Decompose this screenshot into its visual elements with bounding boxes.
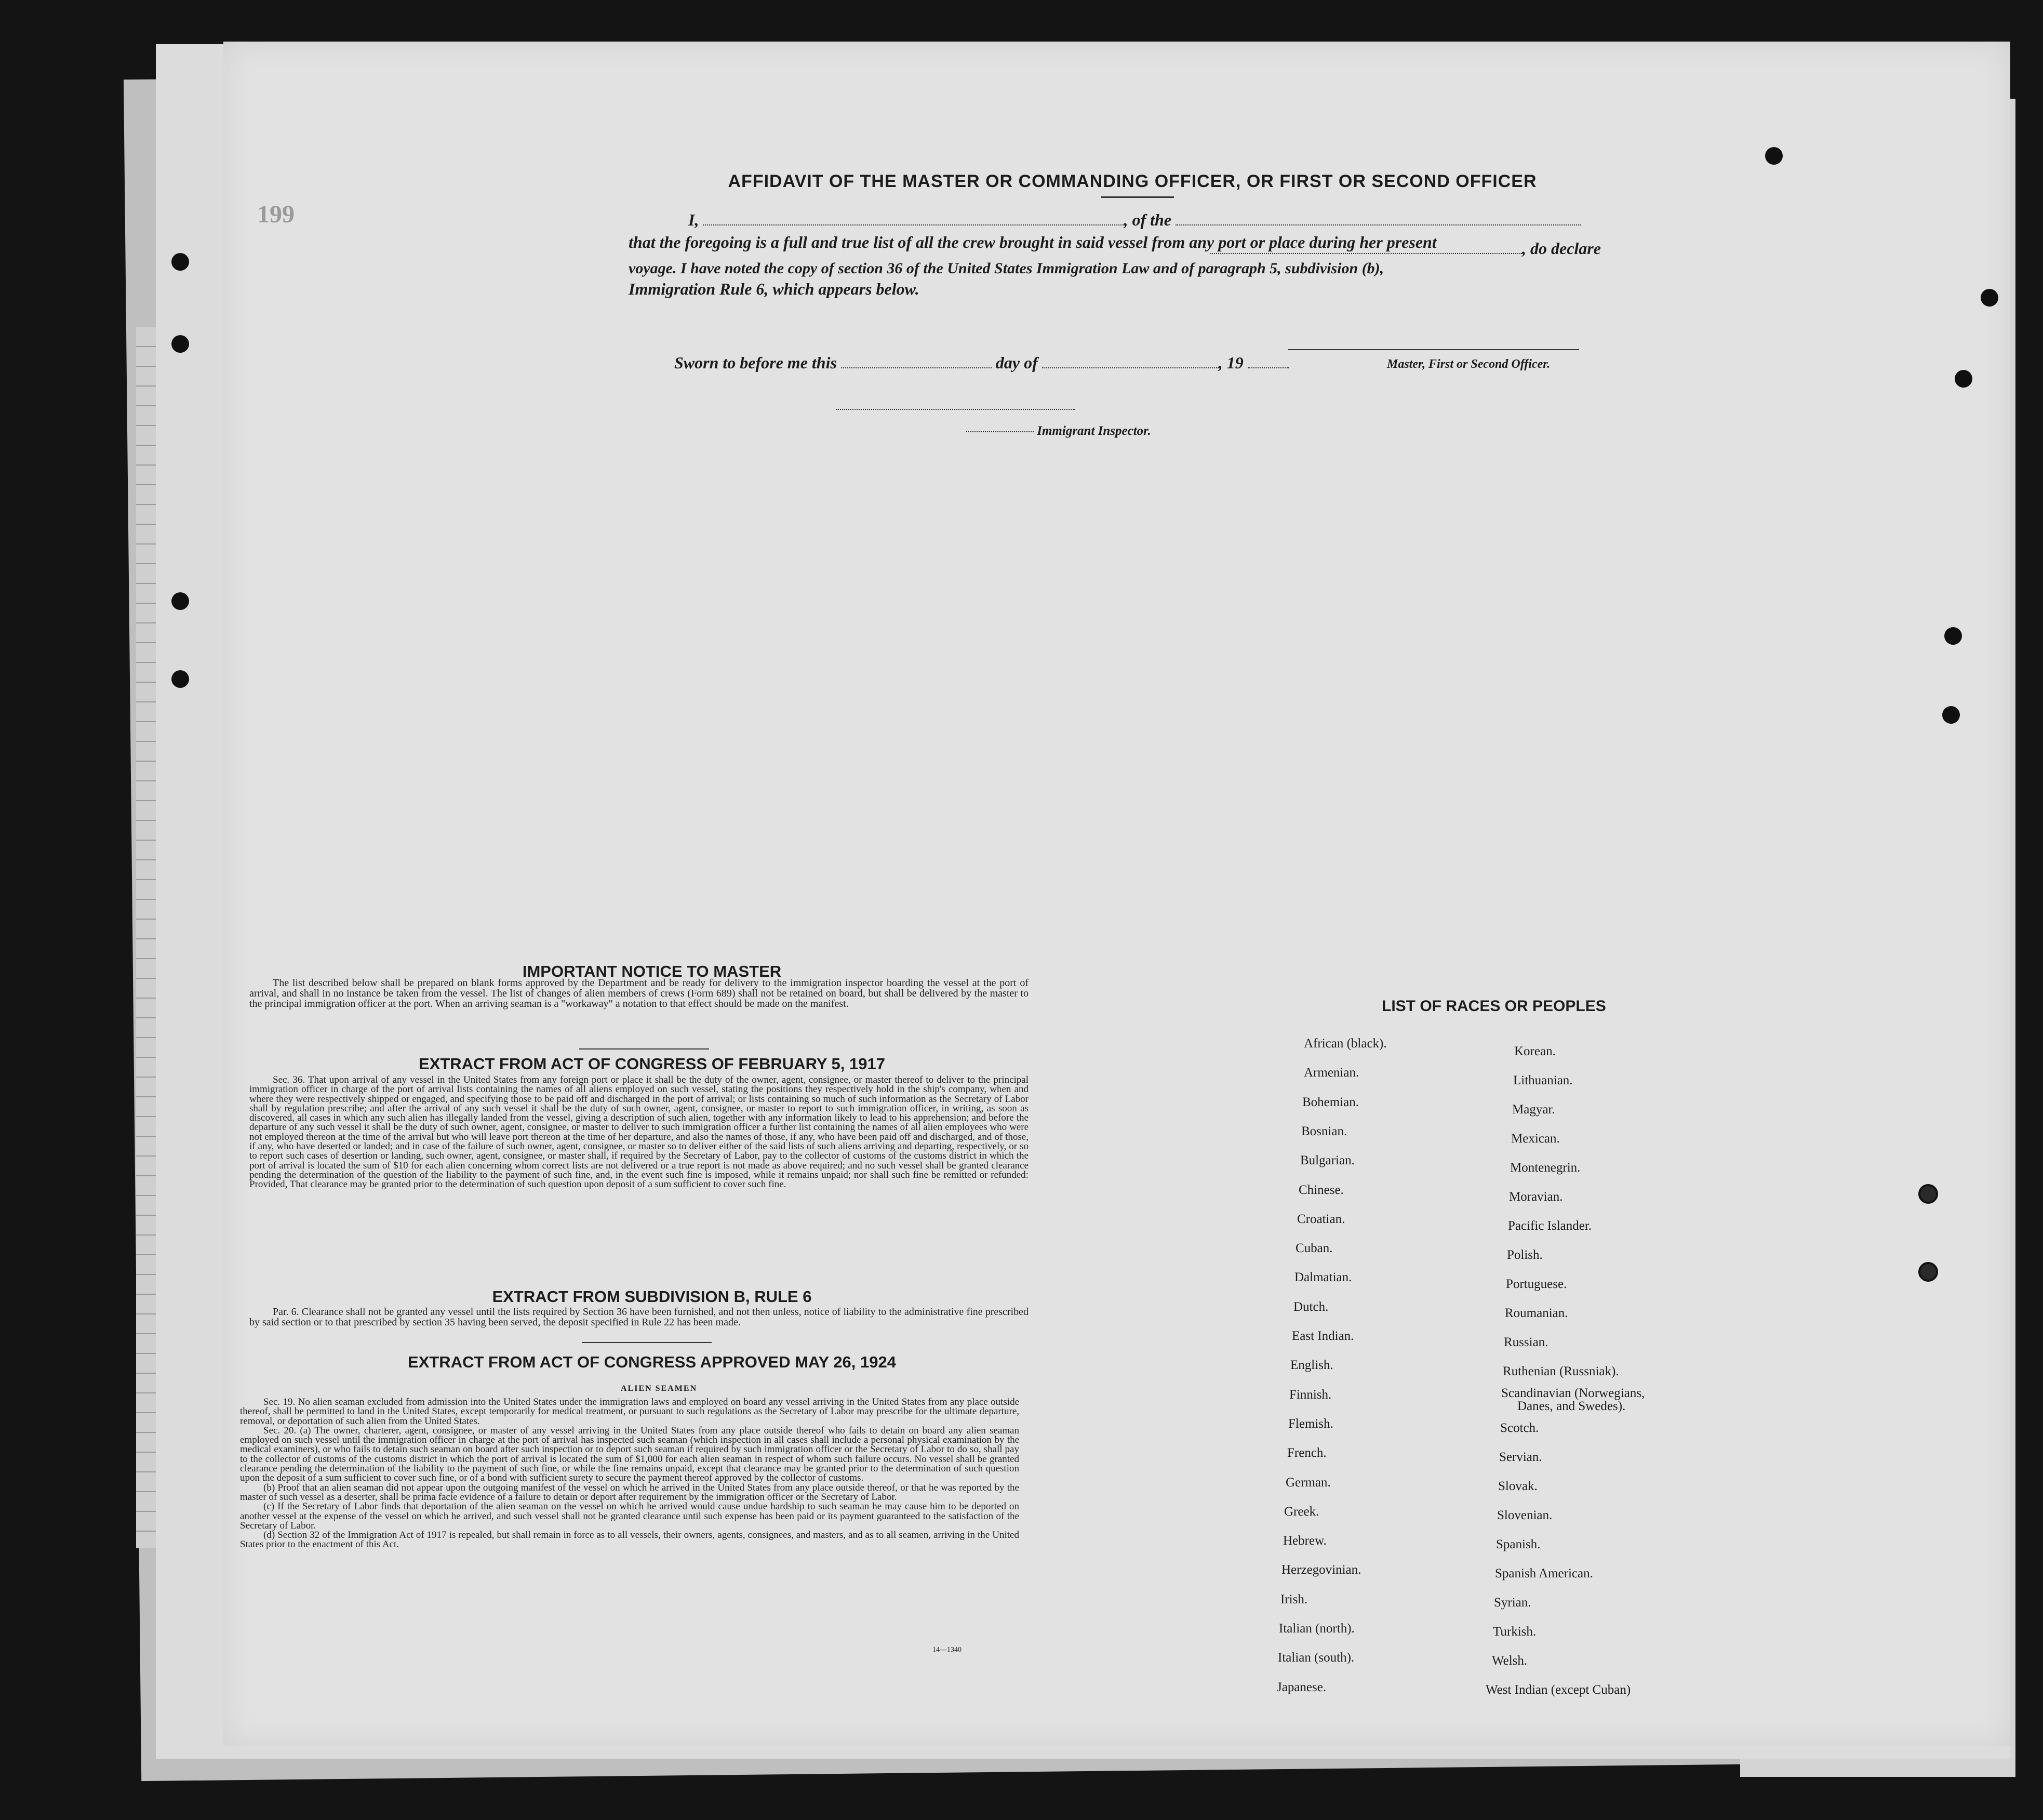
inspector-dash: [966, 431, 1034, 432]
punch-hole: [1944, 627, 1962, 645]
race-item: Portuguese.: [1506, 1277, 1567, 1291]
race-item: Armenian.: [1304, 1066, 1359, 1080]
race-item: Finnish.: [1289, 1388, 1332, 1402]
master-label: Master, First or Second Officer.: [1387, 357, 1551, 371]
race-item: West Indian (except Cuban): [1486, 1683, 1631, 1697]
race-item: East Indian.: [1292, 1329, 1354, 1343]
section-20a-text: Sec. 20. (a) The owner, charterer, agent, consignee, or master of any vessel arriving in the United States from any place outside thereof who fails to detain on board any alien seaman employed on such vessel until the immigration officer in charge at the port of arrival has inspected such seaman (which inspection in all cases shall include a personal physical examination by the medical examiners), or who fails to detain such seaman on board after such inspection or to deport such seaman if required by such immigration officer or the Secretary of Labor to do so, shall pay to the collector of customs of the customs district in which the port of arrival is located the sum of $1,000 for each alien seaman in respect of whom such failure occurs. No vessel shall be granted clearance pending the determination of the liability to the payment of such fine, or while the fine remains unpaid, except that clearance may be granted prior to the determination of such question upon the deposit of a sum sufficient to cover such fine, or of a bond with sufficient surety to secure the payment thereof approved by the collector of customs.: [240, 1425, 1019, 1484]
extract-rule6-title: EXTRACT FROM SUBDIVISION B, RULE 6: [492, 1287, 812, 1306]
affidavit-of-the: , of the: [1124, 210, 1171, 229]
section-20b-text: (b) Proof that an alien seaman did not appear upon the outgoing manifest of the vessel on which he arrived in the United States from any place outside thereof, or that he was reported by the master of such vessel as a deserter, shall be prima facie evidence of a failure to detain or deport after requirement by the immigration officer or the Secretary of Labor.: [240, 1482, 1019, 1503]
affidavit-line1: [688, 210, 1581, 230]
extract-1917-text: [249, 1075, 1029, 1190]
race-item: African (black).: [1304, 1037, 1387, 1051]
year-text: , 19: [1218, 353, 1244, 372]
race-item: Servian.: [1499, 1450, 1542, 1464]
race-item: Pacific Islander.: [1508, 1219, 1592, 1233]
paragraph-6-text: Par. 6. Clearance shall not be granted any vessel until the lists required by Section 36 have been furnished, and not then unless, notice of liability to the administrative fine prescribed by said section or to that prescribed by section 35 having been served, the deposit specified in Rule 22 has been made.: [249, 1306, 1029, 1328]
inspector-signature-line: [836, 409, 1075, 410]
race-item: Bohemian.: [1302, 1095, 1359, 1109]
race-item: Polish.: [1507, 1248, 1543, 1262]
affidavit-line2-text: that the foregoing is a full and true list of all the crew brought in said vessel from any port or place during her present: [629, 233, 1437, 251]
master-signature-line: [1288, 349, 1579, 350]
affidavit-i: I,: [688, 210, 699, 229]
form-number: 14—1340: [932, 1646, 962, 1654]
extract-rule6-text: [249, 1307, 1029, 1327]
year-blank: [1248, 367, 1289, 368]
race-item: Montenegrin.: [1510, 1161, 1581, 1175]
extract-1924-text: [240, 1398, 1019, 1550]
divider: [582, 1342, 712, 1343]
races-title: LIST OF RACES OR PEOPLES: [1382, 998, 1606, 1015]
race-item: Flemish.: [1288, 1417, 1333, 1431]
sworn-line: [674, 353, 1289, 373]
alien-seamen-subtitle: ALIEN SEAMEN: [621, 1384, 698, 1393]
race-item: Slovak.: [1498, 1479, 1538, 1493]
race-item: French.: [1287, 1446, 1327, 1460]
race-item: Bosnian.: [1301, 1124, 1347, 1138]
race-item: Spanish.: [1496, 1537, 1541, 1551]
inspector-label: [966, 424, 1151, 439]
day-of-text: day of: [995, 353, 1038, 372]
race-item: Danes, and Swedes).: [1517, 1399, 1626, 1413]
race-item: Greek.: [1284, 1505, 1319, 1519]
race-item: Herzegovinian.: [1281, 1563, 1361, 1577]
race-item: Italian (south).: [1278, 1651, 1355, 1665]
race-item: Dutch.: [1293, 1300, 1329, 1314]
punch-hole: [1955, 370, 1972, 388]
race-item: Russian.: [1504, 1335, 1548, 1349]
affidavit-line2-end: [1210, 239, 1601, 258]
race-item: Spanish American.: [1495, 1566, 1593, 1580]
race-item: Japanese.: [1277, 1680, 1327, 1694]
race-item: Bulgarian.: [1300, 1153, 1355, 1167]
section-36-text: Sec. 36. That upon arrival of any vessel in the United States from any foreign port or place it shall be the duty of the owner, agent, consignee, or master thereof to deliver to the principal immigration officer in charge of the port of arrival lists containing the names of all aliens employed on such vessel, stating the positions they respectively hold in the ship's company, when and where they were respectively shipped or engaged, and specifying those to be paid off and discharged in the port of arrival; or lists containing so much of such information as the Secretary of Labor shall by regulation prescribe; and after the arrival of any such vessel it shall be the duty of such owner, agent, consignee, or master to report to such immigration officer, in writing, as soon as discovered, all cases in which any such alien has illegally landed from the vessel, giving a description of such alien, together with any information likely to lead to his apprehension; and before the departure of any such vessel it shall be the duty of such owner, agent, consignee, or master to deliver to such immigration officer a further list containing the names of all alien employees who were not employed thereon at the time of the arrival but who will leave port thereon at the time of her departure, and also the names of those, if any, who have been paid off and discharged, and of those, if any, who have deserted or landed; and in case of the failure of such owner, agent, consignee, or master so to deliver either of the said lists of such aliens arriving and departing, respectively, or so to report such cases of desertion or landing, such owner, agent, consignee, or master shall, if required by the Secretary of Labor, pay to the collector of customs of the customs district in which the port of arrival is located the sum of $10 for each alien concerning whom correct lists are not delivered or a true report is not made as above required; and no such vessel shall be granted clearance pending the determination of the question of the liability to the payment of such fine, and, in the event such fine is imposed, while it remains unpaid; nor shall such fine be remitted or refunded: Provided, That clearance may be granted prior to the determination of such question upon deposit of a sum sufficient to cover such fine.: [249, 1074, 1029, 1190]
race-item: Croatian.: [1297, 1212, 1345, 1226]
title-underline: [1101, 196, 1174, 198]
punch-hole: [1918, 1184, 1938, 1204]
section-20d-text: (d) Section 32 of the Immigration Act of 1917 is repealed, but shall remain in force as to all vessels, their owners, agents, consignees, and masters, and as to all seamen, arriving in the United States prior to the enactment of this Act.: [240, 1530, 1019, 1550]
extract-1917-title: EXTRACT FROM ACT OF CONGRESS OF FEBRUARY 5, 1917: [419, 1055, 885, 1073]
punch-hole: [171, 253, 189, 271]
notice-text: [249, 978, 1029, 1009]
race-item: Chinese.: [1299, 1183, 1344, 1197]
affidavit-line4: Immigration Rule 6, which appears below.: [629, 280, 919, 298]
punch-hole: [1765, 147, 1783, 165]
race-item: German.: [1286, 1476, 1331, 1490]
race-item: Italian (north).: [1279, 1622, 1355, 1636]
do-declare: , do declare: [1522, 239, 1601, 258]
section-20c-text: (c) If the Secretary of Labor finds that deportation of the alien seaman on the vessel on which he arrived would cause undue hardship to such seaman he may cause him to be deported on another vessel at the expense of the vessel on which he arrived, and such vessel shall not be granted clearance until such expense has been paid or its payment guaranteed to the satisfaction of the Secretary of Labor.: [240, 1501, 1019, 1531]
race-item: Scotch.: [1500, 1421, 1539, 1435]
page-number: 199: [257, 201, 295, 228]
race-item: Moravian.: [1509, 1190, 1563, 1204]
race-item: Irish.: [1280, 1592, 1308, 1606]
declare-blank: [1210, 253, 1522, 254]
race-item: Cuban.: [1296, 1241, 1333, 1255]
punch-hole: [1981, 289, 1998, 307]
race-item: Korean.: [1514, 1044, 1556, 1058]
punch-hole: [1942, 706, 1960, 724]
inspector-label-text: Immigrant Inspector.: [1037, 424, 1151, 438]
race-item: Magyar.: [1512, 1102, 1555, 1117]
race-item: Ruthenian (Russniak).: [1503, 1364, 1619, 1378]
section-19-text: Sec. 19. No alien seaman excluded from admission into the United States under the immigration laws and employed on board any vessel arriving in the United States from any place outside thereof, shall be permitted to land in the United States, except temporarily for medical treatment, or pursuant to such regulations as the Secretary of Labor may prescribe for the ultimate departure, removal, or deportation of such alien from the United States.: [240, 1397, 1019, 1427]
race-item: Lithuanian.: [1513, 1073, 1573, 1087]
sworn-text: Sworn to before me this: [674, 353, 837, 372]
race-item: Dalmatian.: [1294, 1270, 1352, 1284]
race-item: Syrian.: [1494, 1596, 1531, 1610]
race-item: Turkish.: [1493, 1625, 1537, 1639]
month-blank: [1042, 367, 1219, 368]
affidavit-title: AFFIDAVIT OF THE MASTER OR COMMANDING OFFICER, OR FIRST OR SECOND OFFICER: [728, 171, 1537, 191]
race-item: Scandinavian (Norwegians,: [1501, 1386, 1645, 1400]
race-item: English.: [1290, 1358, 1333, 1372]
punch-hole: [1918, 1262, 1938, 1282]
notice-title: IMPORTANT NOTICE TO MASTER: [522, 962, 782, 980]
punch-hole: [171, 670, 189, 688]
affidavit-line3: voyage. I have noted the copy of section 36 of the United States Immigration Law and of paragraph 5, subdivision (b),: [629, 260, 1384, 277]
name-blank: [703, 224, 1124, 225]
punch-hole: [171, 335, 189, 353]
race-item: Hebrew.: [1283, 1534, 1327, 1548]
race-item: Roumanian.: [1505, 1306, 1568, 1320]
vessel-blank: [1176, 224, 1581, 225]
extract-1924-title: EXTRACT FROM ACT OF CONGRESS APPROVED MAY 26, 1924: [408, 1353, 896, 1371]
race-item: Welsh.: [1492, 1654, 1528, 1668]
race-item: Slovenian.: [1497, 1508, 1553, 1522]
day-blank: [841, 367, 992, 368]
divider: [579, 1048, 709, 1050]
race-item: Mexican.: [1511, 1132, 1560, 1146]
punch-hole: [171, 592, 189, 610]
notice-paragraph: The list described below shall be prepared on blank forms approved by the Department and be ready for delivery to the immigration inspector boarding the vessel at the port of arrival, and shall in no instance be taken from the vessel. The list of changes of alien members of crews (Form 689) shall not be retained on board, but shall be delivered by the master to the principal immigration officer at the port. When an arriving seaman is a "workaway" a notation to that effect should be made on the manifest.: [249, 977, 1029, 1009]
